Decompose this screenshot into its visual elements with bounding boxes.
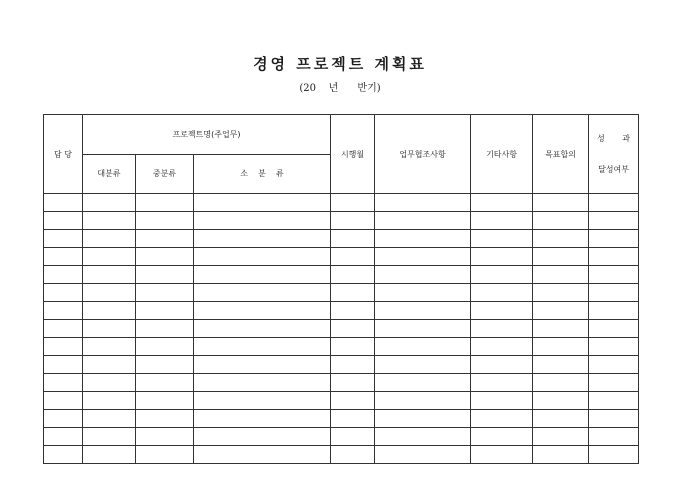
table-row [44,212,639,230]
cell-month[interactable] [331,212,375,230]
cell-month[interactable] [331,338,375,356]
cell-month[interactable] [331,266,375,284]
table-row [44,230,639,248]
cell-owner[interactable] [44,356,83,374]
cell-month[interactable] [331,410,375,428]
cell-minor[interactable] [194,248,331,266]
cell-minor[interactable] [194,392,331,410]
cell-major[interactable] [83,338,136,356]
document-subtitle: (20 년 반기) [299,83,381,94]
cell-other[interactable] [471,338,533,356]
cell-month[interactable] [331,356,375,374]
cell-major[interactable] [83,446,136,464]
header-minor: 소 분 류 [194,154,331,194]
cell-cooperation[interactable] [375,374,471,392]
cell-minor[interactable] [194,266,331,284]
cell-middle[interactable] [136,266,194,284]
cell-target[interactable] [533,392,589,410]
cell-outcome[interactable] [589,248,639,266]
cell-month[interactable] [331,446,375,464]
cell-month[interactable] [331,374,375,392]
table-row [44,410,639,428]
cell-owner[interactable] [44,230,83,248]
cell-owner[interactable] [44,320,83,338]
cell-minor[interactable] [194,320,331,338]
cell-other[interactable] [471,302,533,320]
cell-major[interactable] [83,284,136,302]
table-row [44,374,639,392]
cell-target[interactable] [533,428,589,446]
cell-minor[interactable] [194,374,331,392]
cell-other[interactable] [471,266,533,284]
table-row [44,302,639,320]
cell-minor[interactable] [194,230,331,248]
cell-month[interactable] [331,320,375,338]
table-row [44,194,639,212]
cell-owner[interactable] [44,284,83,302]
cell-other[interactable] [471,230,533,248]
cell-middle[interactable] [136,248,194,266]
cell-owner[interactable] [44,392,83,410]
cell-month[interactable] [331,194,375,212]
cell-minor[interactable] [194,302,331,320]
cell-outcome[interactable] [589,446,639,464]
cell-owner[interactable] [44,410,83,428]
header-outcome-c: 달성여부 [598,165,629,174]
cell-owner[interactable] [44,428,83,446]
cell-target[interactable] [533,212,589,230]
header-outcome [589,115,639,194]
header-target: 목표합의 [533,115,589,194]
cell-target[interactable] [533,320,589,338]
cell-owner[interactable] [44,374,83,392]
cell-other[interactable] [471,194,533,212]
cell-outcome[interactable] [589,284,639,302]
cell-major[interactable] [83,374,136,392]
cell-target[interactable] [533,410,589,428]
cell-cooperation[interactable] [375,194,471,212]
cell-minor[interactable] [194,212,331,230]
cell-month[interactable] [331,284,375,302]
header-other: 기타사항 [471,115,533,194]
table-row [44,284,639,302]
cell-owner[interactable] [44,302,83,320]
cell-cooperation[interactable] [375,230,471,248]
cell-cooperation[interactable] [375,392,471,410]
cell-month[interactable] [331,248,375,266]
cell-outcome[interactable] [589,410,639,428]
cell-cooperation[interactable] [375,338,471,356]
cell-minor[interactable] [194,446,331,464]
cell-minor[interactable] [194,194,331,212]
cell-cooperation[interactable] [375,212,471,230]
cell-major[interactable] [83,212,136,230]
cell-outcome[interactable] [589,428,639,446]
cell-month[interactable] [331,230,375,248]
cell-cooperation[interactable] [375,284,471,302]
cell-middle[interactable] [136,374,194,392]
cell-middle[interactable] [136,284,194,302]
cell-minor[interactable] [194,284,331,302]
cell-major[interactable] [83,230,136,248]
cell-cooperation[interactable] [375,446,471,464]
cell-outcome[interactable] [589,320,639,338]
table-row [44,392,639,410]
cell-other[interactable] [471,284,533,302]
table-row [44,266,639,284]
cell-other[interactable] [471,446,533,464]
cell-minor[interactable] [194,428,331,446]
cell-outcome[interactable] [589,302,639,320]
cell-outcome[interactable] [589,338,639,356]
cell-outcome[interactable] [589,392,639,410]
cell-month[interactable] [331,392,375,410]
cell-target[interactable] [533,446,589,464]
cell-major[interactable] [83,410,136,428]
cell-middle[interactable] [136,446,194,464]
cell-minor[interactable] [194,410,331,428]
document-title: 경영 프로젝트 계획표 [253,55,427,73]
cell-major[interactable] [83,320,136,338]
cell-owner[interactable] [44,194,83,212]
cell-middle[interactable] [136,320,194,338]
cell-cooperation[interactable] [375,320,471,338]
table-row [44,356,639,374]
cell-middle[interactable] [136,410,194,428]
table-row [44,428,639,446]
header-cooperation: 업무협조사항 [375,115,471,194]
cell-target[interactable] [533,266,589,284]
cell-middle[interactable] [136,212,194,230]
cell-outcome[interactable] [589,212,639,230]
cell-target[interactable] [533,284,589,302]
cell-major[interactable] [83,194,136,212]
header-outcome-b: 과 [622,134,631,143]
cell-other[interactable] [471,248,533,266]
cell-other[interactable] [471,356,533,374]
cell-outcome[interactable] [589,356,639,374]
cell-outcome[interactable] [589,266,639,284]
cell-owner[interactable] [44,266,83,284]
cell-cooperation[interactable] [375,302,471,320]
cell-other[interactable] [471,320,533,338]
cell-target[interactable] [533,248,589,266]
header-project: 프로젝트명(주업무) [83,115,331,155]
cell-cooperation[interactable] [375,428,471,446]
cell-outcome[interactable] [589,194,639,212]
cell-cooperation[interactable] [375,266,471,284]
cell-middle[interactable] [136,392,194,410]
header-month: 시행월 [331,115,375,194]
cell-outcome[interactable] [589,230,639,248]
cell-cooperation[interactable] [375,356,471,374]
cell-middle[interactable] [136,302,194,320]
project-plan-table [43,114,639,464]
cell-other[interactable] [471,392,533,410]
cell-middle[interactable] [136,194,194,212]
cell-target[interactable] [533,230,589,248]
cell-minor[interactable] [194,338,331,356]
cell-outcome[interactable] [589,374,639,392]
table-row [44,320,639,338]
cell-target[interactable] [533,302,589,320]
header-major: 대분류 [83,154,136,194]
header-outcome-a: 성 [597,134,605,143]
cell-other[interactable] [471,428,533,446]
cell-owner[interactable] [44,446,83,464]
cell-major[interactable] [83,302,136,320]
cell-other[interactable] [471,212,533,230]
cell-middle[interactable] [136,356,194,374]
table-row [44,248,639,266]
cell-major[interactable] [83,356,136,374]
cell-major[interactable] [83,392,136,410]
table-row [44,446,639,464]
cell-middle[interactable] [136,428,194,446]
cell-other[interactable] [471,374,533,392]
cell-month[interactable] [331,302,375,320]
cell-month[interactable] [331,428,375,446]
cell-owner[interactable] [44,248,83,266]
cell-major[interactable] [83,248,136,266]
header-middle: 중분류 [136,154,194,194]
cell-cooperation[interactable] [375,248,471,266]
cell-target[interactable] [533,338,589,356]
table-row [44,338,639,356]
table-body [44,194,639,464]
cell-minor[interactable] [194,356,331,374]
cell-owner[interactable] [44,338,83,356]
cell-middle[interactable] [136,338,194,356]
header-owner: 담 당 [44,115,83,194]
cell-owner[interactable] [44,212,83,230]
cell-middle[interactable] [136,230,194,248]
cell-other[interactable] [471,410,533,428]
cell-major[interactable] [83,266,136,284]
cell-target[interactable] [533,356,589,374]
cell-target[interactable] [533,374,589,392]
cell-target[interactable] [533,194,589,212]
cell-major[interactable] [83,428,136,446]
cell-cooperation[interactable] [375,410,471,428]
